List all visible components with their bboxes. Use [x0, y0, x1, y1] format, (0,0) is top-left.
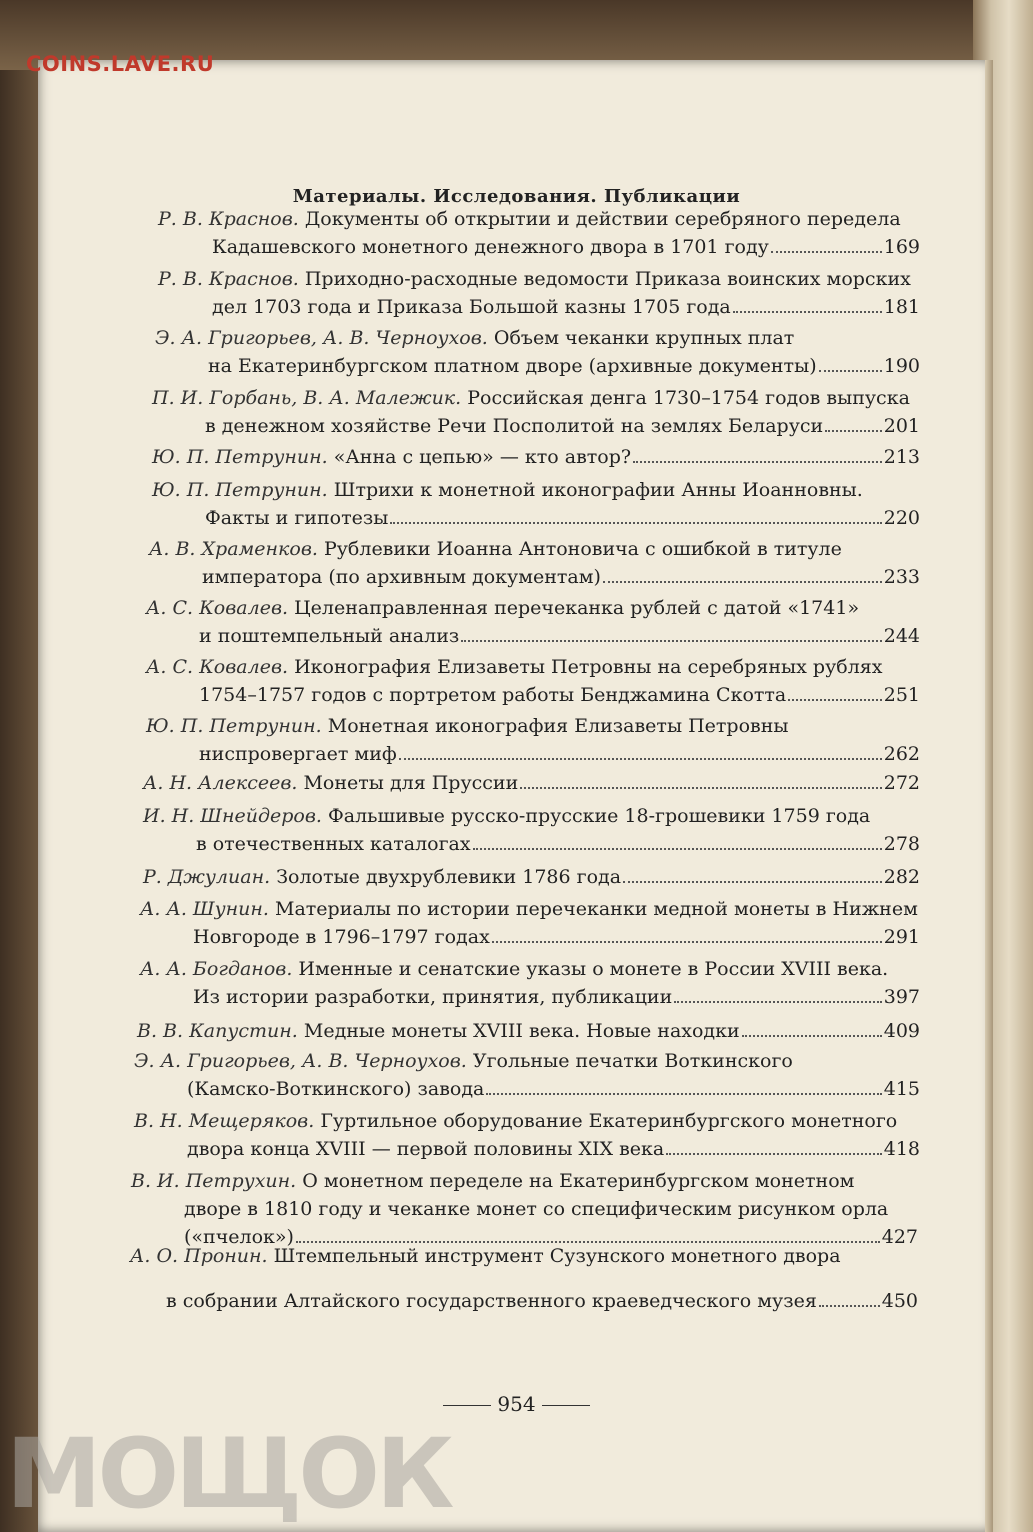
- toc-author: А. А. Богданов.: [140, 958, 293, 980]
- toc-leader-dots: [399, 758, 882, 760]
- toc-page-number: 409: [883, 1020, 920, 1042]
- toc-title: Штемпельный инструмент Сузунского монетного двора: [273, 1245, 841, 1267]
- toc-title: и поштемпельный анализ: [199, 625, 460, 647]
- watermark-bottom: МОЩОК: [6, 1418, 451, 1530]
- page-footer: [0, 1392, 1033, 1416]
- footer-page-number: 954: [497, 1392, 536, 1416]
- toc-author: А. В. Храменков.: [149, 538, 318, 560]
- toc-title: в денежном хозяйстве Речи Посполитой на землях Беларуси: [205, 415, 824, 437]
- toc-page-number: 233: [883, 566, 920, 588]
- toc-page-number: 282: [883, 866, 920, 888]
- toc-page-number: 427: [881, 1226, 918, 1248]
- toc-title: Монеты для Пруссии: [303, 772, 519, 794]
- toc-page-number: 272: [883, 772, 920, 794]
- toc-author: Э. А. Григорьев, А. В. Черноухов.: [155, 327, 488, 349]
- toc-author: Р. В. Краснов.: [158, 208, 299, 230]
- toc-author: Ю. П. Петрунин.: [152, 479, 328, 501]
- toc-title: императора (по архивным документам): [202, 566, 601, 588]
- toc-author: А. С. Ковалев.: [146, 656, 289, 678]
- watermark-top: COINS.LAVE.RU: [26, 52, 215, 76]
- toc-title: в собрании Алтайского государственного краеведческого музея: [166, 1290, 817, 1312]
- toc-leader-dots: [390, 522, 881, 524]
- toc-title: Именные и сенатские указы о монете в России XVIII века.: [298, 958, 889, 980]
- toc-page-number: 418: [883, 1138, 920, 1160]
- toc-author: А. А. Шунин.: [140, 898, 269, 920]
- toc-title: на Екатеринбургском платном дворе (архивные документы): [208, 355, 817, 377]
- toc-title: Факты и гипотезы: [205, 507, 389, 529]
- toc-title: («пчелок»): [184, 1226, 294, 1248]
- toc-leader-dots: [473, 848, 882, 850]
- toc-leader-dots: [819, 370, 882, 372]
- toc-title: Целенаправленная перечеканка рублей с датой «1741»: [294, 597, 860, 619]
- toc-title: Из истории разработки, принятия, публикации: [193, 986, 673, 1008]
- toc-leader-dots: [603, 581, 882, 583]
- toc-leader-dots: [520, 787, 881, 789]
- toc-title: Приходно-расходные ведомости Приказа воинских морских: [304, 268, 911, 290]
- toc-title: Кадашевского монетного денежного двора в 1701 году: [212, 236, 769, 258]
- toc-leader-dots: [742, 1035, 882, 1037]
- toc-page-number: 291: [883, 926, 920, 948]
- toc-author: П. И. Горбань, В. А. Малежик.: [152, 387, 462, 409]
- toc-author: А. С. Ковалев.: [146, 597, 289, 619]
- toc-page-number: 251: [883, 684, 920, 706]
- toc-leader-dots: [733, 311, 882, 313]
- toc-page-number: 397: [883, 986, 920, 1008]
- toc-title: Медные монеты XVIII века. Новые находки: [303, 1020, 740, 1042]
- toc-author: В. Н. Мещеряков.: [134, 1110, 315, 1132]
- toc-page-number: 450: [881, 1290, 918, 1312]
- section-heading: Материалы. Исследования. Публикации: [292, 186, 741, 207]
- toc-title: дел 1703 года и Приказа Большой казны 1705 года: [212, 296, 731, 318]
- toc-author: Э. А. Григорьев, А. В. Черноухов.: [134, 1050, 467, 1072]
- toc-leader-dots: [623, 881, 882, 883]
- toc-author: Р. Джулиан.: [143, 866, 271, 888]
- toc-author: А. О. Пронин.: [130, 1245, 268, 1267]
- toc-leader-dots: [771, 251, 882, 253]
- toc-leader-dots: [788, 699, 881, 701]
- toc-page-number: 244: [883, 625, 920, 647]
- toc-title: Материалы по истории перечеканки медной монеты в Нижнем: [275, 898, 918, 920]
- toc-title: Гуртильное оборудование Екатеринбургского монетного: [320, 1110, 898, 1132]
- toc-page-number: 415: [883, 1078, 920, 1100]
- toc-title: (Камско-Воткинского) завода: [187, 1078, 485, 1100]
- toc-leader-dots: [492, 941, 882, 943]
- toc-title: в отечественных каталогах: [196, 833, 471, 855]
- toc-title: Штрихи к монетной иконографии Анны Иоанновны.: [333, 479, 863, 501]
- toc-title: «Анна с цепью» — кто автор?: [333, 446, 632, 468]
- toc-page-number: 201: [883, 415, 920, 437]
- toc-title: Документы об открытии и действии серебряного передела: [304, 208, 901, 230]
- toc-author: И. Н. Шнейдеров.: [143, 805, 322, 827]
- toc-page-number: 190: [883, 355, 920, 377]
- toc-author: Р. В. Краснов.: [158, 268, 299, 290]
- footer-rule-right: [542, 1405, 590, 1406]
- toc-author: Ю. П. Петрунин.: [152, 446, 328, 468]
- toc-leader-dots: [674, 1001, 881, 1003]
- toc-page-number: 262: [883, 743, 920, 765]
- toc-title: Иконография Елизаветы Петровны на серебряных рублях: [294, 656, 883, 678]
- toc-page-number: 181: [883, 296, 920, 318]
- toc-author: В. В. Капустин.: [137, 1020, 298, 1042]
- toc-title: О монетном переделе на Екатеринбургском монетном: [302, 1170, 855, 1192]
- toc-leader-dots: [819, 1305, 880, 1307]
- toc-page-number: 278: [883, 833, 920, 855]
- toc-leader-dots: [296, 1241, 880, 1243]
- toc-title: Угольные печатки Воткинского: [472, 1050, 793, 1072]
- toc-leader-dots: [666, 1153, 882, 1155]
- toc-leader-dots: [461, 640, 882, 642]
- toc-title: Новгороде в 1796–1797 годах: [193, 926, 490, 948]
- toc-page-number: 220: [883, 507, 920, 529]
- footer-rule-left: [443, 1405, 491, 1406]
- toc-author: А. Н. Алексеев.: [143, 772, 298, 794]
- toc-page-number: 213: [883, 446, 920, 468]
- toc-title: Российская денга 1730–1754 годов выпуска: [467, 387, 910, 409]
- toc-page-number: 169: [883, 236, 920, 258]
- toc-title: Рублевики Иоанна Антоновича с ошибкой в титуле: [323, 538, 842, 560]
- toc-title: 1754–1757 годов с портретом работы Бенджамина Скотта: [199, 684, 787, 706]
- toc-leader-dots: [825, 430, 882, 432]
- toc-title: Фальшивые русско-прусские 18-грошевики 1759 года: [328, 805, 871, 827]
- toc-title: Монетная иконография Елизаветы Петровны: [327, 715, 789, 737]
- toc-title: Объем чеканки крупных плат: [493, 327, 795, 349]
- toc-title: двора конца XVIII — первой половины XIX века: [187, 1138, 665, 1160]
- toc-title: дворе в 1810 году и чеканке монет со специфическим рисунком орла: [184, 1198, 889, 1220]
- toc-title: Золотые двухрублевики 1786 года: [276, 866, 622, 888]
- toc-author: Ю. П. Петрунин.: [146, 715, 322, 737]
- toc-leader-dots: [633, 461, 882, 463]
- toc-author: В. И. Петрухин.: [131, 1170, 297, 1192]
- toc-title: ниспровергает миф: [199, 743, 397, 765]
- toc-leader-dots: [486, 1093, 881, 1095]
